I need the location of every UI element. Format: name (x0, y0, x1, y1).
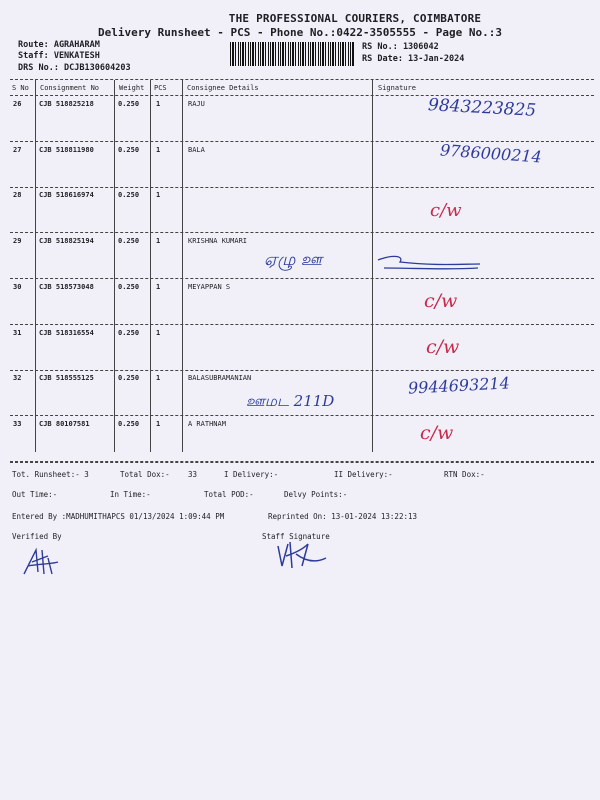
col-divider (182, 80, 183, 452)
col-sno: S No (12, 84, 29, 92)
row-consignee: MEYAPPAN S (188, 283, 231, 291)
row-consignee: KRISHNA KUMARI (188, 237, 248, 245)
total-pod: Total POD:- (204, 490, 254, 499)
signature-row-29: ஏழு ஊ (264, 250, 323, 270)
col-divider (35, 80, 36, 452)
verifier-signature-mark (18, 544, 64, 580)
rs-number: RS No.: 1306042 (362, 42, 439, 52)
col-consignee: Consignee Details (187, 84, 259, 92)
row-consignment-no: CJB 518555125 (39, 374, 94, 382)
row-pcs: 1 (156, 420, 161, 428)
barcode-image (230, 42, 354, 66)
staff-label: Staff: VENKATESH (18, 51, 100, 61)
in-time: In Time:- (110, 490, 151, 499)
row-divider (10, 324, 594, 325)
row-consignment-no: CJB 518825218 (39, 100, 94, 108)
signature-row-32-name: ஊமட 211D (246, 392, 335, 410)
company-title: THE PROFESSIONAL COURIERS, COIMBATORE (228, 12, 482, 25)
signature-row-26: 9843223825 (427, 95, 537, 121)
row-pcs: 1 (156, 237, 161, 245)
rtn-dox: RTN Dox:- (444, 470, 485, 479)
row-weight: 0.250 (118, 237, 140, 245)
signature-scribble (374, 252, 484, 274)
staff-signature-label: Staff Signature (262, 532, 330, 541)
row-sno: 31 (13, 329, 22, 337)
tot-runsheet: Tot. Runsheet:- 3 (12, 470, 89, 479)
row-pcs: 1 (156, 283, 161, 291)
row-divider (10, 141, 594, 142)
row-weight: 0.250 (118, 374, 140, 382)
row-weight: 0.250 (118, 191, 140, 199)
row-weight: 0.250 (118, 329, 140, 337)
row-divider (10, 232, 594, 233)
row-sno: 30 (13, 283, 22, 291)
row-divider (10, 415, 594, 416)
row-consignment-no: CJB 518825194 (39, 237, 94, 245)
row-sno: 27 (13, 146, 22, 154)
table-header-rule (10, 95, 594, 96)
row-pcs: 1 (156, 329, 161, 337)
row-pcs: 1 (156, 191, 161, 199)
entered-by: Entered By :MADHUMITHAPCS 01/13/2024 1:09:44 PM (12, 512, 225, 521)
reprinted-on: Reprinted On: 13-01-2024 13:22:13 (268, 512, 418, 521)
staff-signature-mark (274, 538, 330, 572)
row-consignee: RAJU (188, 100, 205, 108)
col-divider (372, 80, 373, 452)
signature-row-30: c/w (424, 290, 458, 312)
out-time: Out Time:- (12, 490, 58, 499)
col-divider (150, 80, 151, 452)
signature-row-33: c/w (420, 422, 454, 444)
row-consignment-no: CJB 518616974 (39, 191, 94, 199)
signature-row-27: 9786000214 (439, 140, 543, 167)
row-weight: 0.250 (118, 100, 140, 108)
row-pcs: 1 (156, 374, 161, 382)
row-sno: 29 (13, 237, 22, 245)
row-pcs: 1 (156, 146, 161, 154)
col-divider (114, 80, 115, 452)
ii-delivery: II Delivery:- (334, 470, 393, 479)
summary-rule (10, 462, 594, 463)
row-consignee: BALA (188, 146, 205, 154)
row-sno: 32 (13, 374, 22, 382)
runsheet-subtitle: Delivery Runsheet - PCS - Phone No.:0422-3505555 - Page No.:3 (98, 26, 502, 39)
col-consignment: Consignment No (40, 84, 100, 92)
signature-row-28: c/w (430, 200, 462, 221)
row-divider (10, 278, 594, 279)
row-consignment-no: CJB 518811980 (39, 146, 94, 154)
row-sno: 26 (13, 100, 22, 108)
row-consignment-no: CJB 80107581 (39, 420, 90, 428)
row-divider (10, 370, 594, 371)
row-weight: 0.250 (118, 283, 140, 291)
verified-by-label: Verified By (12, 532, 62, 541)
signature-row-31: c/w (426, 336, 460, 358)
row-sno: 33 (13, 420, 22, 428)
drs-number: DRS No.: DCJB130604203 (18, 63, 131, 73)
row-sno: 28 (13, 191, 22, 199)
delvy-points: Delvy Points:- (284, 490, 348, 499)
row-consignment-no: CJB 518316554 (39, 329, 94, 337)
rs-date: RS Date: 13-Jan-2024 (362, 54, 465, 64)
route-label: Route: AGRAHARAM (18, 40, 100, 50)
row-consignee: A RATHNAM (188, 420, 226, 428)
col-signature: Signature (378, 84, 416, 92)
total-dox-value: 33 (188, 470, 198, 479)
table-top-rule (10, 79, 594, 80)
row-consignment-no: CJB 518573048 (39, 283, 94, 291)
i-delivery: I Delivery:- (224, 470, 279, 479)
row-consignee: BALASUBRAMANIAN (188, 374, 252, 382)
row-weight: 0.250 (118, 420, 140, 428)
row-weight: 0.250 (118, 146, 140, 154)
row-divider (10, 187, 594, 188)
col-pcs: PCS (154, 84, 167, 92)
total-dox-label: Total Dox:- (120, 470, 170, 479)
signature-row-32: 9944693214 (407, 373, 511, 398)
col-weight: Weight (119, 84, 145, 92)
row-pcs: 1 (156, 100, 161, 108)
